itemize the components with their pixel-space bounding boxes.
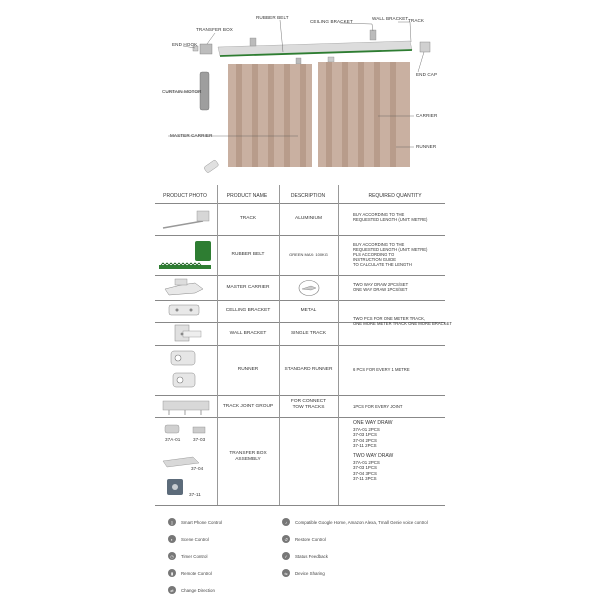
direction-icon: ⇄ bbox=[168, 586, 176, 594]
row-track-description: ALUMINIUM bbox=[295, 216, 322, 221]
remote-icon: ▮ bbox=[168, 569, 176, 577]
label-end-hook: END HOOK bbox=[172, 42, 198, 47]
transfer-box-shape bbox=[200, 44, 212, 54]
end-cap-shape bbox=[420, 42, 430, 52]
feature-smartphone: ▯ Smart Phone Control bbox=[168, 518, 222, 526]
header-quantity: REQUIRED QUANTITY bbox=[368, 193, 422, 199]
smartphone-icon: ▯ bbox=[168, 518, 176, 526]
product-photos bbox=[155, 185, 217, 505]
row-ceiling-description: METAL bbox=[300, 308, 317, 313]
track-photo-icon bbox=[163, 211, 209, 228]
feature-sharing: ⇋ Device Sharing bbox=[282, 569, 325, 577]
voice-icon: ♪ bbox=[282, 518, 290, 526]
row-joint-quantity: 1PCS FOR EVERY JOINT bbox=[353, 404, 403, 409]
header-name: PRODUCT NAME bbox=[226, 193, 268, 199]
label-runner: RUNNER bbox=[416, 144, 437, 149]
row-track-name: TRACK bbox=[239, 216, 257, 221]
row-belt-quantity: BUY ACCORDING TO THE REQUESTED LENGTH (UNIT: METRE) PLS ACCORDING TO INSTRUCTION GUIDE TO CALCULATE THE LENGTH bbox=[353, 242, 428, 267]
transfer-parts-photo-icon bbox=[163, 425, 205, 495]
row-runner-name: RUNNER bbox=[237, 367, 259, 372]
runner-photo-icon bbox=[171, 351, 195, 387]
master-carrier-description-icon bbox=[297, 279, 321, 297]
label-end-cap: END CAP bbox=[416, 72, 438, 77]
label-master-carrier: MASTER CARRIER bbox=[170, 133, 213, 138]
row-joint-name: TRACK JOINT GROUP bbox=[222, 404, 274, 409]
label-carrier: CARRIER bbox=[416, 113, 438, 118]
wall-bracket-shape bbox=[370, 30, 376, 40]
row-bracket-quantity: TWO PCS FOR ONE METER TRACK, ONE MORE METER TRACK ONE MORE BRACKET bbox=[353, 316, 452, 326]
photo-label-37-04: 37-04 bbox=[191, 466, 204, 471]
row-master-name: MASTER CARRIER bbox=[226, 285, 270, 290]
scene-icon: ◐ bbox=[168, 535, 176, 543]
label-ceiling-bracket: CEILING BRACKET bbox=[310, 19, 353, 24]
row-belt-name: RUBBER BELT bbox=[231, 252, 265, 257]
label-track: TRACK bbox=[408, 18, 425, 23]
row-ceiling-name: CELLING BRACKET bbox=[225, 308, 271, 313]
header-photo: PRODUCT PHOTO bbox=[163, 193, 207, 199]
row-joint-description: FOR CONNECT TOW TRACKS bbox=[290, 399, 327, 410]
master-carrier-photo-icon bbox=[165, 279, 203, 295]
label-wall-bracket: WALL BRACKET bbox=[372, 16, 409, 21]
rubber-belt-photo-icon bbox=[159, 241, 211, 269]
curtain-right bbox=[318, 62, 410, 167]
feature-direction: ⇄ Change Direction bbox=[168, 586, 215, 594]
track-joint-photo-icon bbox=[163, 401, 209, 415]
photo-label-37a-01: 37A-01 bbox=[165, 437, 181, 442]
label-transfer-box: TRANSFER BOX bbox=[196, 27, 233, 32]
restore-icon: ↺ bbox=[282, 535, 290, 543]
row-belt-description: GREEN MAX: 100KG bbox=[289, 252, 328, 257]
row-transfer-quantity: ONE WAY DRAW 37A-01 2PCS 37-03 1PCS 37-04 2PCS 37-11 2PCS TWO WAY DRAW 37A-01 2PCS 37-03 1PCS 37-04 3PCS 37-11 3PCS bbox=[353, 420, 394, 482]
sharing-icon: ⇋ bbox=[282, 569, 290, 577]
transfer-part-shape bbox=[204, 160, 219, 174]
row-transfer-name: TRANSFER BOX ASSEMBLY bbox=[229, 451, 267, 462]
feedback-icon: ✓ bbox=[282, 552, 290, 560]
curtain-system-drawing bbox=[0, 0, 600, 185]
ceiling-bracket-shape bbox=[250, 38, 256, 46]
row-track-quantity: BUY ACCORDING TO THE REQUESTED LENGTH (UNIT: METRE) bbox=[353, 212, 428, 222]
label-curtain-motor: CURTAIN MOTOR bbox=[162, 89, 202, 94]
photo-label-37-11: 37-11 bbox=[189, 492, 201, 497]
row-wall-name: WALL BRACKET bbox=[229, 331, 267, 336]
feature-voice: ♪ Compatible Google Home, Amazon Alexa, Tmall Genie voice control bbox=[282, 518, 428, 526]
row-runner-description: STANDARD RUNNER bbox=[284, 367, 333, 372]
header-description: DESCRIPTION bbox=[290, 193, 326, 199]
feature-feedback: ✓ Status Feedback bbox=[282, 552, 328, 560]
row-master-quantity: TWO WAY DRAW 2PCS/SET ONE WAY DRAW 1PCS/SET bbox=[353, 282, 409, 292]
spec-table bbox=[155, 185, 452, 505]
row-wall-description: SINGLE TRACK bbox=[290, 331, 327, 336]
wall-bracket-photo-icon bbox=[175, 325, 201, 341]
feature-remote: ▮ Remote Control bbox=[168, 569, 212, 577]
row-runner-quantity: 6 PCS FOR EVERY 1 METRE bbox=[353, 367, 410, 372]
curtain-left bbox=[228, 64, 312, 167]
timer-icon: ◷ bbox=[168, 552, 176, 560]
feature-timer: ◷ Timer Control bbox=[168, 552, 207, 560]
label-rubber-belt: RUBBER BELT bbox=[256, 15, 289, 20]
photo-label-37-03: 37-03 bbox=[193, 437, 206, 442]
feature-scene: ◐ Scene Control bbox=[168, 535, 209, 543]
feature-restore: ↺ Restore Control bbox=[282, 535, 326, 543]
ceiling-bracket-photo-icon bbox=[169, 305, 199, 315]
